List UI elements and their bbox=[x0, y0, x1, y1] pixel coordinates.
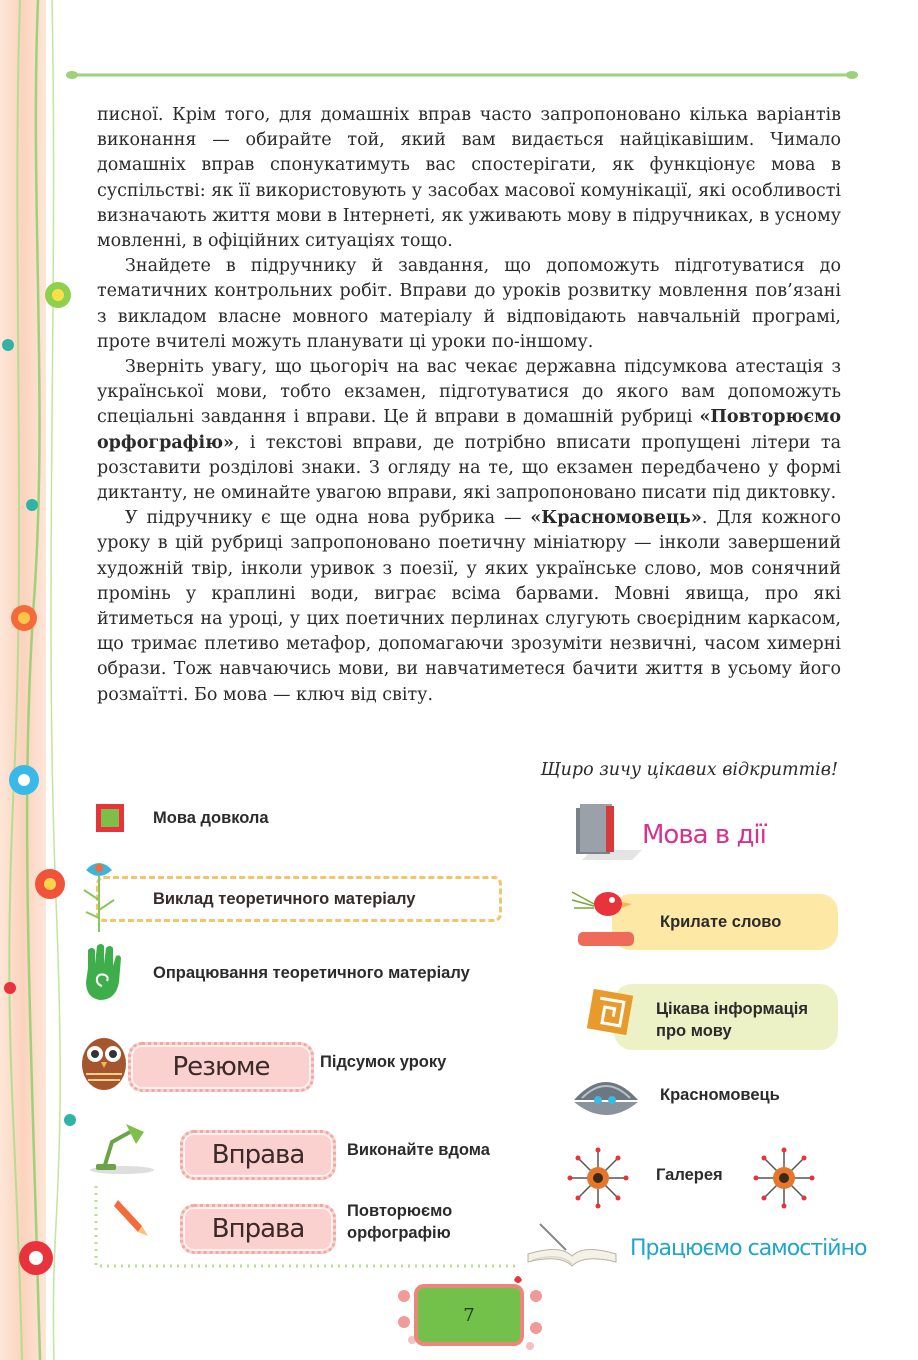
owl-icon bbox=[80, 1026, 128, 1094]
paragraph-3: Зверніть увагу, що цьогоріч на вас чекає державна підсумкова атестація з української мови, тобто екзамен, підготуватися до якого вам допоможуть спеціальні завдання і вправи. Це й вправи в домашній рубриці «Повторюємо орфографію», і текстові вправи, де потрібно вписати пропущені літери та розставити розділові знаки. З огляду на те, що екзамен передбачено у формі диктанту, не оминайте увагою вправи, які запропоновано писати під диктовку. bbox=[97, 357, 841, 504]
vprava-label-2: Вправа bbox=[211, 1214, 305, 1244]
legend-krasnomovets: Красномовець bbox=[660, 1086, 780, 1104]
spiral-icon bbox=[584, 986, 636, 1038]
legend-opratsyuvannya: Опрацювання теоретичного матеріалу bbox=[153, 964, 470, 982]
legend-povtoryuyemo: Повторюємо орфографію bbox=[347, 1202, 453, 1242]
hand-icon bbox=[80, 942, 124, 1004]
legend-vykonayte: Виконайте вдома bbox=[347, 1141, 490, 1159]
desk-lamp-icon bbox=[82, 1118, 162, 1174]
legend-krylate: Крилате слово bbox=[660, 912, 782, 931]
pen-icon bbox=[112, 1196, 152, 1240]
gallery-star-icon-right bbox=[752, 1146, 816, 1210]
paragraph-1: писної. Крім того, для домашніх вправ часто запропоновано кілька варіантів виконання — обирайте той, який вам видається найцікавішим. Чимало домашніх вправ спонукатимуть вас спостерігати, як функціонує мова в суспільстві: як її використовують у засобах масової комунікації, які особливості визначають життя мови в Інтернеті, як уживають мову в підручниках, в усному мовленні, в офіційних ситуаціях тощо. bbox=[97, 105, 841, 252]
tsikava-pill bbox=[614, 984, 838, 1050]
legend-vyklad-ribbon bbox=[96, 876, 502, 922]
pratsyuyemo-title: Працюємо самостійно bbox=[630, 1236, 867, 1261]
vprava-label-1: Вправа bbox=[211, 1140, 305, 1170]
open-book-icon bbox=[520, 1220, 624, 1270]
page-number: 7 bbox=[418, 1288, 520, 1342]
rezyume-label: Резюме bbox=[172, 1052, 270, 1082]
flower-sprout-icon bbox=[74, 856, 124, 932]
legend-vyklad: Виклад теоретичного матеріалу bbox=[153, 889, 416, 908]
legend-pidsumok: Підсумок уроку bbox=[320, 1053, 447, 1071]
legend-tsikava-1: Цікава інформація bbox=[656, 1000, 808, 1018]
legend-mova-dovkola: Мова довкола bbox=[153, 809, 269, 827]
rezyume-ribbon bbox=[128, 1042, 314, 1092]
top-divider-vine bbox=[66, 70, 860, 80]
closing-wish: Щиро зичу цікавих відкриттів! bbox=[540, 760, 838, 780]
krylate-pill bbox=[612, 894, 838, 950]
paragraph-2: Знайдете в підручнику й завдання, що допоможуть підготуватися до тематичних контрольних робіт. Вправи до уроків розвитку мовлення пов’язані з викладом власне мовного матеріалу й відповідають навчальній програмі, проте вчителі можуть планувати ці уроки по-іншому. bbox=[97, 256, 841, 352]
green-square-icon bbox=[96, 804, 124, 832]
legend-galereya: Галерея bbox=[656, 1166, 723, 1184]
paragraph-4: У підручнику є ще одна нова рубрика — «Красномовець». Для кожного уроку в цій рубриці запропоновано поетичну мініатюру — інколи завершений художній твір, інколи уривок з поезії, у яких українське слово, мов сонячний промінь у краплині води, виграє всіма барвами. Мовні явища, про які йтиметься на уроці, у цих поетичних перлинах слугують своєрідним каркасом, що тримає плетиво метафор, допомагаючи зрозуміти незвичні, часом химерні образи. Тож навчаючись мови, ви навчатиметеся бачити життя в усьому його розмаїтті. Бо мова — ключ від світу. bbox=[97, 508, 841, 705]
book-icon bbox=[572, 800, 642, 866]
mova-v-dii-title: Мова в дії bbox=[642, 820, 766, 850]
gallery-star-icon-left bbox=[566, 1146, 630, 1210]
vprava-ribbon-2 bbox=[180, 1204, 336, 1254]
shell-icon bbox=[568, 1070, 644, 1124]
bird-icon bbox=[570, 880, 638, 950]
legend-tsikava-2: про мову bbox=[656, 1022, 732, 1040]
vprava-ribbon-1 bbox=[180, 1130, 336, 1180]
main-text bbox=[97, 103, 841, 708]
